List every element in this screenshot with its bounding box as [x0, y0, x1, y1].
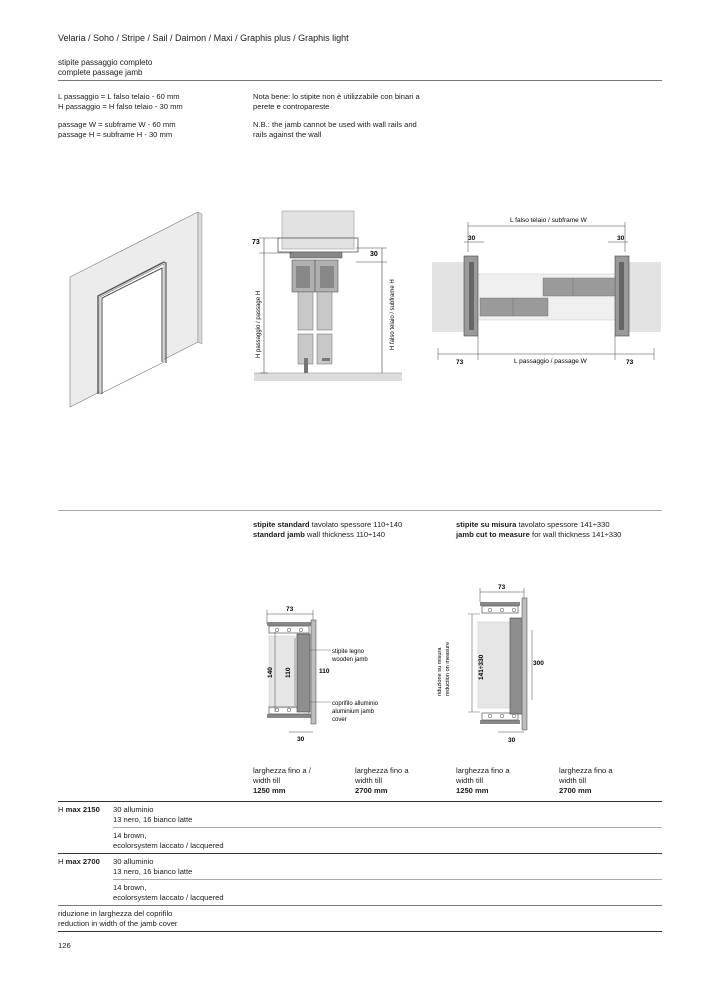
table-bottom-rule	[58, 931, 662, 932]
jamb-custom-drawing	[432, 582, 556, 746]
elev-dim-30: 30	[370, 251, 378, 258]
jamb-custom-title	[456, 520, 621, 540]
width-col-4-l1: larghezza fino a	[559, 766, 613, 775]
std-dim-73: 73	[286, 606, 294, 613]
row-1-line2: 13 nero, 16 bianco latte	[113, 814, 193, 824]
width-col-2-l2: width till	[355, 775, 383, 785]
page-number: 126	[58, 941, 71, 950]
width-col-1-l3: 1250 mm	[253, 785, 286, 795]
table-row-1-h	[58, 805, 100, 815]
width-col-2-l3: 2700 mm	[355, 785, 388, 795]
note-it-2: perete e contropareste	[253, 101, 330, 111]
elev-label-h-subframe: H falso telaio / subframe H	[390, 279, 396, 350]
table-row-3-divider	[113, 879, 662, 880]
elevation-section-drawing	[232, 208, 407, 384]
page-subtitle	[58, 58, 152, 78]
row-4-line2: ecolorsystem laccato / lacquered	[113, 892, 224, 902]
width-col-3	[456, 766, 510, 796]
row-4-line1: 14 brown,	[113, 883, 147, 892]
note-en-1: N.B.: the jamb cannot be used with wall rails and	[253, 119, 417, 129]
formula-it-h: H passaggio = H falso telaio - 30 mm	[58, 101, 183, 111]
jamb-custom-en-rest: for wall thickness 141÷330	[529, 529, 622, 539]
plan-label-w-passage: L passaggio / passage W	[514, 358, 587, 365]
formulas-block	[58, 92, 183, 147]
formula-en-h: passage H = subframe H - 30 mm	[58, 129, 173, 139]
jamb-standard-en-bold: standard jamb	[253, 529, 305, 539]
std-label-wood-it: stipite legno	[332, 649, 365, 655]
table-row-4-divider	[58, 905, 662, 906]
row-1-h-prefix: H	[58, 805, 66, 814]
plan-label-w-subframe: L falso telaio / subframe W	[510, 217, 587, 224]
elev-dim-73: 73	[252, 239, 260, 246]
width-col-3-l3: 1250 mm	[456, 785, 489, 795]
row-1-h-bold: max 2150	[65, 805, 100, 814]
cst-dim-73: 73	[498, 584, 506, 591]
jamb-standard-it-rest: tavolato spessore 110÷140	[309, 520, 403, 529]
cst-label-reduction-en: reduction on measure	[445, 641, 451, 696]
row-2-line1: 14 brown,	[113, 831, 147, 840]
table-footer-en: reduction in width of the jamb cover	[58, 918, 178, 928]
floor	[254, 373, 402, 381]
plan-dim-30-right: 30	[617, 235, 625, 242]
std-dim-110: 110	[319, 668, 330, 675]
page-header-title: Velaria / Soho / Stripe / Sail / Daimon / Maxi / Graphis plus / Graphis light	[58, 33, 349, 43]
plan-dim-73-right: 73	[626, 359, 634, 366]
cst-label-reduction-it: riduzione su misura	[437, 647, 443, 696]
cst-dim-30: 30	[508, 737, 516, 744]
row-3-line1: 30 alluminio	[113, 857, 154, 866]
jamb-custom-it-rest: tavolato spessore 141÷330	[516, 520, 610, 529]
width-col-1-l2: width till	[253, 775, 281, 785]
table-row-2-divider	[58, 853, 662, 854]
wall-isometric-drawing	[60, 212, 210, 408]
cst-dim-range: 141÷330	[478, 654, 485, 680]
std-dim-140: 140	[267, 667, 274, 678]
jamb-standard-title	[253, 520, 402, 540]
note-it-1: Nota bene: lo stipite non è utilizzabile con binari a	[253, 92, 420, 101]
header-divider	[58, 80, 662, 81]
note-block	[253, 92, 420, 147]
table-footer-it: riduzione in larghezza del coprifilo	[58, 909, 173, 918]
std-label-cover-it: coprifilo alluminio	[332, 701, 379, 707]
table-row-2	[113, 831, 224, 851]
jamb-standard-en-rest: wall thickness 110÷140	[304, 529, 385, 539]
elev-label-h-passage: H passaggio / passage H	[256, 290, 262, 358]
width-col-1	[253, 766, 311, 796]
width-col-1-l1: larghezza fino a /	[253, 766, 311, 775]
table-row-1-divider	[113, 827, 662, 828]
std-dim-110-inner: 110	[285, 667, 292, 678]
width-col-4-l3: 2700 mm	[559, 785, 592, 795]
formula-it-w: L passaggio = L falso telaio - 60 mm	[58, 92, 180, 101]
table-footer	[58, 909, 177, 929]
row-2-line2: ecolorsystem laccato / lacquered	[113, 840, 224, 850]
table-top-rule	[58, 801, 662, 802]
subtitle-en: complete passage jamb	[58, 68, 143, 77]
plan-section-drawing	[428, 212, 664, 368]
subtitle-it: stipite passaggio completo	[58, 58, 153, 67]
std-label-wood-en: wooden jamb	[332, 657, 368, 663]
row-3-line2: 13 nero, 16 bianco latte	[113, 866, 193, 876]
formula-en-w: passage W = subframe W - 60 mm	[58, 119, 176, 129]
note-en-2: rails against the wall	[253, 129, 322, 139]
std-label-cover-en2: cover	[332, 717, 347, 723]
row-3-h-prefix: H	[58, 857, 66, 866]
table-row-1	[113, 805, 192, 825]
std-label-cover-en: aluminium jamb	[332, 709, 375, 715]
cst-dim-300: 300	[533, 660, 544, 667]
std-dim-30: 30	[297, 736, 305, 743]
plan-dim-30-left: 30	[468, 235, 476, 242]
table-row-3-h	[58, 857, 100, 867]
width-col-3-l2: width till	[456, 775, 484, 785]
jamb-standard-it-bold: stipite standard	[253, 520, 310, 529]
plan-dim-73-left: 73	[456, 359, 464, 366]
width-col-2-l1: larghezza fino a	[355, 766, 409, 775]
row-3-h-bold: max 2700	[65, 857, 100, 866]
row-1-line1: 30 alluminio	[113, 805, 154, 814]
width-col-4	[559, 766, 613, 796]
section-divider	[58, 510, 662, 511]
width-col-4-l2: width till	[559, 775, 587, 785]
width-col-2	[355, 766, 409, 796]
width-col-3-l1: larghezza fino a	[456, 766, 510, 775]
table-row-4	[113, 883, 224, 903]
jamb-standard-drawing	[255, 602, 405, 744]
jamb-custom-en-bold: jamb cut to measure	[456, 529, 530, 539]
table-row-3	[113, 857, 192, 877]
jamb-custom-it-bold: stipite su misura	[456, 520, 517, 529]
